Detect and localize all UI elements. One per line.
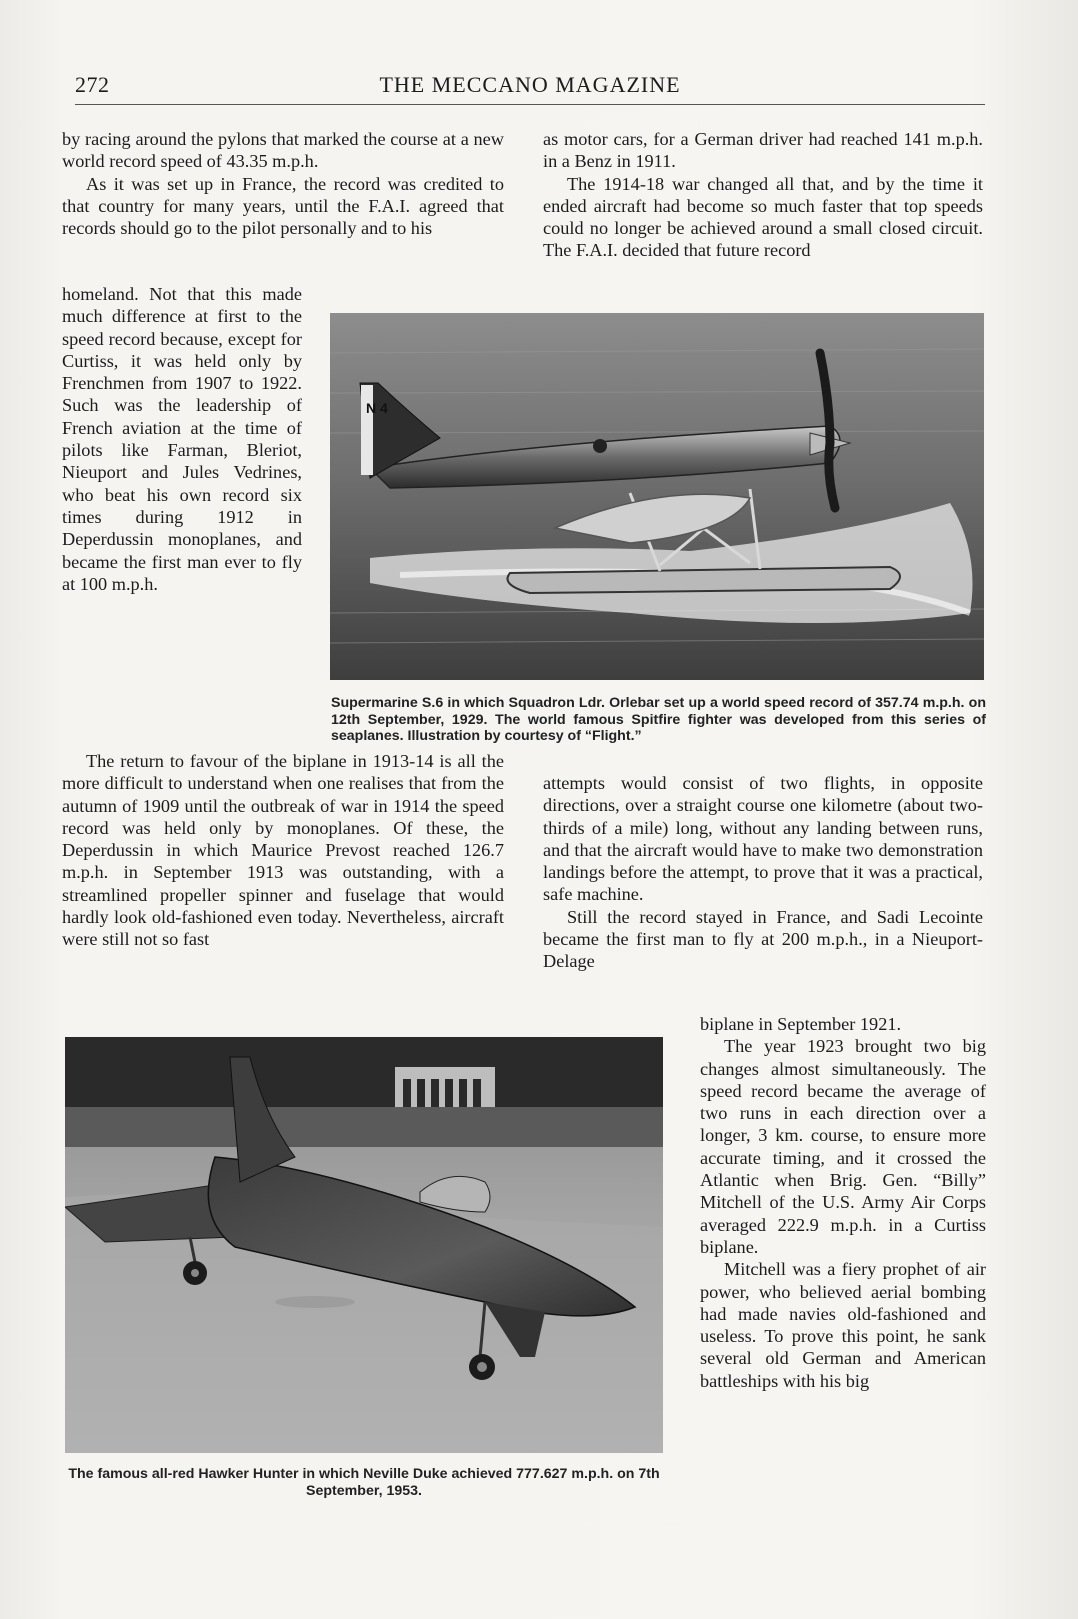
seaplane-photo [330,313,984,680]
article-paragraph: As it was set up in France, the record was credited to that country for many years, until the F.A.I. agreed that records should go to the pilot personally and to his [62,173,504,239]
article-paragraph: The 1914-18 war changed all that, and by the time it ended aircraft had become so much faster that top speeds could no longer be achieved around a small closed circuit. The F.A.I. decided that future record [543,173,983,261]
article-paragraph: The year 1923 brought two big changes almost simultaneously. The speed record became the average of two runs in each direction over a longer, 3 km. course, to ensure more accurate timing, and it crossed the Atlantic when Brig. Gen. “Billy” Mitchell of the U.S. Army Air Corps averaged 222.9 m.p.h. in a Curtiss biplane. [700,1036,986,1257]
article-paragraph: biplane in September 1921. [700,1014,902,1034]
hawker-hunter-photo [65,1037,663,1453]
article-paragraph: homeland. Not that this made much difference at first to the speed record because, except for Curtiss, it was held only by Frenchmen from 1907 to 1922. Such was the leadership of French aviation at the time of pilots like Farman, Bleriot, Nieuport and Jules Vedrines, who beat his own record six times during 1912 in Deperdussin monoplanes, and became the first man ever to fly at 100 m.p.h. [62,284,302,594]
hawker-hunter-illustration [65,1037,663,1453]
article-column-left-bottom [62,750,504,951]
article-column-left-top [62,128,504,239]
page-header [75,70,985,105]
article-column-left-narrow [62,283,302,595]
seaplane-tail-marking: N 4 [366,400,388,416]
seaplane-illustration [330,313,984,680]
article-column-right-narrow [700,1013,986,1392]
page-number: 272 [75,72,110,97]
article-paragraph: as motor cars, for a German driver had reached 141 m.p.h. in a Benz in 1911. [543,129,983,172]
article-paragraph: by racing around the pylons that marked the course at a new world record speed of 43.35 m.p.h. [62,129,504,172]
magazine-title: THE MECCANO MAGAZINE [379,72,681,97]
article-paragraph: Still the record stayed in France, and Sadi Lecointe became the first man to fly at 200 m.p.h., in a Nieuport-Delage [543,906,983,972]
hawker-hunter-caption: The famous all-red Hawker Hunter in which Neville Duke achieved 777.627 m.p.h. on 7th September, 1953. [68,1466,660,1499]
article-column-right-middle [543,772,983,973]
article-paragraph: attempts would consist of two flights, in opposite directions, over a straight course one kilometre (about two-thirds of a mile) long, without any landing between runs, and that the aircraft would have to make two demonstration landings before the attempt, to prove that it was a practical, safe machine. [543,773,983,905]
seaplane-caption: Supermarine S.6 in which Squadron Ldr. Orlebar set up a world speed record of 357.74 m.p.h. on 12th September, 1929. The world famous Spitfire fighter was developed from this series of seaplanes. Illustration by courtesy of “Flight.” [331,695,986,744]
article-paragraph: The return to favour of the biplane in 1913-14 is all the more difficult to understand when one realises that from the autumn of 1909 until the outbreak of war in 1914 the speed record was held only by monoplanes. Of these, the Deperdussin in which Maurice Prevost reached 126.7 m.p.h. in September 1913 was outstanding, with a streamlined propeller spinner and fuselage that would hardly look old-fashioned even today. Nevertheless, aircraft were still not so fast [62,751,504,950]
article-paragraph: Mitchell was a fiery prophet of air power, who believed aerial bombing had made navies old-fashioned and useless. To prove this point, he sank several old German and American battleships with his big [700,1259,986,1391]
article-column-right-top [543,128,983,262]
